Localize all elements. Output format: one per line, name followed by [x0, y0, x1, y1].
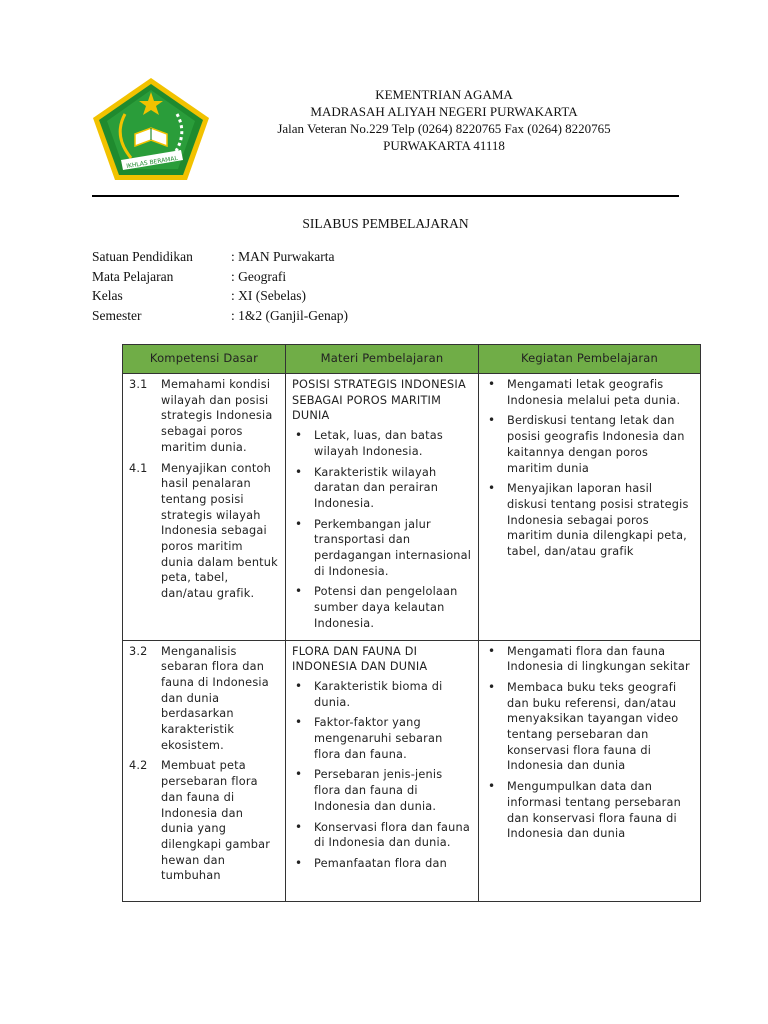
table-row: [123, 640, 701, 901]
list-item: • Konservasi flora dan fauna di Indonesia dan dunia.: [292, 820, 472, 851]
list-item: • Persebaran jenis-jenis flora dan fauna di Indonesia dan dunia.: [292, 767, 472, 814]
materi-cell: [286, 374, 479, 641]
info-label: Semester: [92, 307, 142, 323]
list-item: • Potensi dan pengelolaan sumber daya kelautan Indonesia.: [292, 584, 472, 631]
kd-text: Membuat peta persebaran flora dan fauna di Indonesia dan dunia yang dilengkapi gambar hewan dan tumbuhan: [161, 759, 271, 883]
kemenag-logo: [91, 76, 211, 182]
info-block: [92, 247, 348, 325]
letterhead-address: Jalan Veteran No.229 Telp (0264) 8220765 Fax (0264) 8220765: [277, 121, 611, 136]
list-item: • Menyajikan laporan hasil diskusi tentang posisi strategis Indonesia sebagai poros maritim dunia dilengkapi peta, tabel, dan/atau grafik: [485, 481, 694, 560]
letterhead-school: MADRASAH ALIYAH NEGERI PURWAKARTA: [310, 104, 578, 119]
letterhead-ministry: KEMENTRIAN AGAMA: [375, 87, 513, 102]
info-value: : 1&2 (Ganjil-Genap): [231, 307, 348, 323]
header-kompetensi-dasar: Kompetensi Dasar: [123, 345, 286, 374]
header-kegiatan: Kegiatan Pembelajaran: [479, 345, 701, 374]
header-materi: Materi Pembelajaran: [286, 345, 479, 374]
letterhead-city: PURWAKARTA 41118: [383, 138, 505, 153]
kd-item: [129, 377, 279, 456]
list-item: • Letak, luas, dan batas wilayah Indonesia.: [292, 428, 472, 459]
materi-cell: [286, 640, 479, 901]
materi-list: [292, 679, 472, 872]
info-row-satuan: [92, 247, 348, 267]
logo-ribbon-text: IKHLAS BERAMAL: [125, 154, 179, 171]
kegiatan-list: [485, 644, 694, 842]
kd-cell: [123, 374, 286, 641]
info-value: : Geografi: [231, 268, 287, 284]
kd-item: [129, 644, 279, 754]
info-value: : XI (Sebelas): [231, 288, 306, 303]
letterhead: [210, 86, 678, 154]
kegiatan-list: [485, 377, 694, 560]
info-label: Mata Pelajaran: [92, 268, 174, 284]
list-item: • Mengumpulkan data dan informasi tentang persebaran dan konservasi flora fauna di Indonesia dan dunia: [485, 779, 694, 842]
letterhead-divider: [92, 195, 679, 197]
list-item: • Berdiskusi tentang letak dan posisi geografis Indonesia dan kaitannya dengan poros maritim dunia: [485, 413, 694, 476]
list-item: • Faktor-faktor yang mengenaruhi sebaran flora dan fauna.: [292, 715, 472, 762]
list-item: • Mengamati flora dan fauna Indonesia di lingkungan sekitar: [485, 644, 694, 675]
table-row: [123, 374, 701, 641]
kd-number: 3.1: [129, 378, 148, 391]
list-item: • Karakteristik bioma di dunia.: [292, 679, 472, 710]
syllabus-table: [122, 344, 701, 902]
list-item: • Mengamati letak geografis Indonesia melalui peta dunia.: [485, 377, 694, 408]
list-item: • Pemanfaatan flora dan: [292, 856, 472, 872]
table-header-row: [123, 345, 701, 374]
materi-list: [292, 428, 472, 631]
document-title: SILABUS PEMBELAJARAN: [302, 216, 469, 231]
info-row-mapel: [92, 267, 348, 287]
info-row-semester: [92, 306, 348, 326]
info-row-kelas: [92, 286, 348, 306]
list-item: • Membaca buku teks geografi dan buku referensi, dan/atau menyaksikan tayangan video tentang persebaran dan konservasi flora fauna di Indonesia dan dunia: [485, 680, 694, 774]
kd-text: Menyajikan contoh hasil penalaran tentang posisi strategis wilayah Indonesia sebagai poros maritim dunia dalam bentuk peta, tabel, dan/atau grafik.: [161, 461, 278, 601]
kd-cell: [123, 640, 286, 901]
materi-title: POSISI STRATEGIS INDONESIA SEBAGAI POROS MARITIM DUNIA: [292, 378, 466, 423]
info-label: Satuan Pendidikan: [92, 249, 193, 264]
kd-item: [129, 758, 279, 884]
info-value: : MAN Purwakarta: [231, 249, 335, 264]
kd-number: 4.1: [129, 461, 148, 475]
kd-number: 3.2: [129, 644, 148, 658]
kegiatan-cell: [479, 640, 701, 901]
list-item: • Karakteristik wilayah daratan dan perairan Indonesia.: [292, 465, 472, 512]
kd-item: [129, 461, 279, 602]
materi-title: FLORA DAN FAUNA DI INDONESIA DAN DUNIA: [292, 644, 428, 674]
kd-text: Menganalisis sebaran flora dan fauna di Indonesia dan dunia berdasarkan karakteristik ekosistem.: [161, 644, 269, 752]
kd-text: Memahami kondisi wilayah dan posisi strategis Indonesia sebagai poros maritim dunia.: [161, 378, 273, 454]
list-item: • Perkembangan jalur transportasi dan perdagangan internasional di Indonesia.: [292, 517, 472, 580]
info-label: Kelas: [92, 288, 123, 303]
kd-number: 4.2: [129, 759, 148, 773]
kegiatan-cell: [479, 374, 701, 641]
